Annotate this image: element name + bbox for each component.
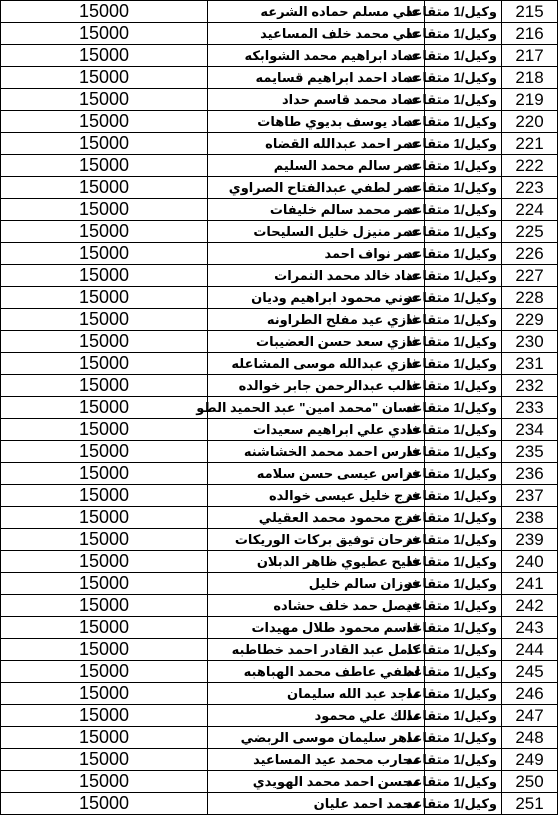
table-row (1, 507, 558, 529)
rank-cell: وكيل/1 متقاعد (425, 771, 502, 793)
rank-cell: وكيل/1 متقاعد (425, 353, 502, 375)
row-number-cell: 244 (502, 639, 558, 661)
table-row (1, 397, 558, 419)
row-number-cell: 237 (502, 485, 558, 507)
rank-cell: وكيل/1 متقاعد (425, 507, 502, 529)
amount-cell: 15000 (1, 639, 208, 661)
table-row (1, 353, 558, 375)
amount-cell: 15000 (1, 133, 208, 155)
name-cell: عمر محمد سالم خليفات (208, 199, 425, 221)
table-row (1, 331, 558, 353)
row-number-cell: 239 (502, 529, 558, 551)
table-row (1, 375, 558, 397)
table-row (1, 617, 558, 639)
row-number-cell: 218 (502, 67, 558, 89)
name-cell: فرج محمود محمد العقيلي (208, 507, 425, 529)
table-row (1, 441, 558, 463)
name-cell: فراس عيسى حسن سلامه (208, 463, 425, 485)
table-row (1, 595, 558, 617)
row-number-cell: 246 (502, 683, 558, 705)
table-row (1, 485, 558, 507)
amount-cell: 15000 (1, 507, 208, 529)
rank-cell: وكيل/1 متقاعد (425, 1, 502, 23)
table-row (1, 287, 558, 309)
amount-cell: 15000 (1, 749, 208, 771)
name-cell: غالب عبدالرحمن جابر خوالده (208, 375, 425, 397)
amount-cell: 15000 (1, 419, 208, 441)
amount-cell: 15000 (1, 265, 208, 287)
amount-cell: 15000 (1, 441, 208, 463)
table-row (1, 705, 558, 727)
row-number-cell: 222 (502, 155, 558, 177)
table-row (1, 419, 558, 441)
row-number-cell: 235 (502, 441, 558, 463)
row-number-cell: 247 (502, 705, 558, 727)
row-number-cell: 220 (502, 111, 558, 133)
name-cell: فرحان توفيق بركات الوريكات (208, 529, 425, 551)
table-row (1, 749, 558, 771)
row-number-cell: 224 (502, 199, 558, 221)
name-cell: عماد ابراهيم محمد الشوابكه (208, 45, 425, 67)
amount-cell: 15000 (1, 617, 208, 639)
name-cell: فرج خليل عيسى خوالده (208, 485, 425, 507)
amount-cell: 15000 (1, 551, 208, 573)
row-number-cell: 243 (502, 617, 558, 639)
name-cell: عناد خالد محمد النمرات (208, 265, 425, 287)
table-row (1, 155, 558, 177)
rank-cell: وكيل/1 متقاعد (425, 683, 502, 705)
row-number-cell: 221 (502, 133, 558, 155)
row-number-cell: 228 (502, 287, 558, 309)
name-cell: عمر نواف احمد (208, 243, 425, 265)
rank-cell: وكيل/1 متقاعد (425, 375, 502, 397)
table-row (1, 45, 558, 67)
row-number-cell: 242 (502, 595, 558, 617)
amount-cell: 15000 (1, 45, 208, 67)
row-number-cell: 231 (502, 353, 558, 375)
table-row (1, 463, 558, 485)
row-number-cell: 223 (502, 177, 558, 199)
amount-cell: 15000 (1, 221, 208, 243)
row-number-cell: 245 (502, 661, 558, 683)
rank-cell: وكيل/1 متقاعد (425, 441, 502, 463)
table-row (1, 727, 558, 749)
row-number-cell: 216 (502, 23, 558, 45)
table-row (1, 573, 558, 595)
name-cell: عمر احمد عبدالله القضاه (208, 133, 425, 155)
rank-cell: وكيل/1 متقاعد (425, 419, 502, 441)
row-number-cell: 233 (502, 397, 558, 419)
name-cell: عمر لطفي عبدالفتاح الصراوي (208, 177, 425, 199)
name-cell: فادي علي ابراهيم سعيدات (208, 419, 425, 441)
rank-cell: وكيل/1 متقاعد (425, 287, 502, 309)
rank-cell: وكيل/1 متقاعد (425, 749, 502, 771)
table-row (1, 639, 558, 661)
rank-cell: وكيل/1 متقاعد (425, 133, 502, 155)
row-number-cell: 227 (502, 265, 558, 287)
name-cell: غازي عبدالله موسى المشاعله (208, 353, 425, 375)
rank-cell: وكيل/1 متقاعد (425, 617, 502, 639)
name-cell: ماهر سليمان موسى الربضي (208, 727, 425, 749)
table-row (1, 177, 558, 199)
rank-cell: وكيل/1 متقاعد (425, 793, 502, 815)
name-cell: علي محمد خلف المساعيد (208, 23, 425, 45)
table-row (1, 133, 558, 155)
amount-cell: 15000 (1, 485, 208, 507)
table-row (1, 23, 558, 45)
table-row (1, 67, 558, 89)
rank-cell: وكيل/1 متقاعد (425, 573, 502, 595)
amount-cell: 15000 (1, 573, 208, 595)
amount-cell: 15000 (1, 463, 208, 485)
name-cell: فارس احمد محمد الخشاشنه (208, 441, 425, 463)
table-row (1, 771, 558, 793)
rank-cell: وكيل/1 متقاعد (425, 529, 502, 551)
table-row (1, 243, 558, 265)
row-number-cell: 236 (502, 463, 558, 485)
amount-cell: 15000 (1, 111, 208, 133)
name-cell: كامل عبد القادر احمد خطاطبه (208, 639, 425, 661)
table-row (1, 529, 558, 551)
amount-cell: 15000 (1, 727, 208, 749)
table-row (1, 199, 558, 221)
amount-cell: 15000 (1, 705, 208, 727)
rank-cell: وكيل/1 متقاعد (425, 595, 502, 617)
name-cell: علي مسلم حماده الشرعه (208, 1, 425, 23)
amount-cell: 15000 (1, 23, 208, 45)
table-row (1, 661, 558, 683)
amount-cell: 15000 (1, 683, 208, 705)
row-number-cell: 250 (502, 771, 558, 793)
row-number-cell: 248 (502, 727, 558, 749)
records-table-body (1, 1, 558, 815)
rank-cell: وكيل/1 متقاعد (425, 705, 502, 727)
name-cell: عوني محمود ابراهيم وديان (208, 287, 425, 309)
amount-cell: 15000 (1, 331, 208, 353)
amount-cell: 15000 (1, 353, 208, 375)
amount-cell: 15000 (1, 595, 208, 617)
name-cell: غازي سعد حسن العضيبات (208, 331, 425, 353)
rank-cell: وكيل/1 متقاعد (425, 265, 502, 287)
rank-cell: وكيل/1 متقاعد (425, 45, 502, 67)
amount-cell: 15000 (1, 1, 208, 23)
amount-cell: 15000 (1, 375, 208, 397)
name-cell: لطفي عاطف محمد الهباهبه (208, 661, 425, 683)
rank-cell: وكيل/1 متقاعد (425, 551, 502, 573)
row-number-cell: 241 (502, 573, 558, 595)
name-cell: مالك علي محمود (208, 705, 425, 727)
name-cell: ماجد عبد الله سليمان (208, 683, 425, 705)
name-cell: عمر سالم محمد السليم (208, 155, 425, 177)
rank-cell: وكيل/1 متقاعد (425, 309, 502, 331)
name-cell: عماد يوسف بديوي طاهات (208, 111, 425, 133)
amount-cell: 15000 (1, 287, 208, 309)
amount-cell: 15000 (1, 243, 208, 265)
amount-cell: 15000 (1, 771, 208, 793)
name-cell: عماد محمد قاسم حداد (208, 89, 425, 111)
row-number-cell: 234 (502, 419, 558, 441)
name-cell: محارب محمد عيد المساعيد (208, 749, 425, 771)
amount-cell: 15000 (1, 199, 208, 221)
row-number-cell: 230 (502, 331, 558, 353)
row-number-cell: 238 (502, 507, 558, 529)
rank-cell: وكيل/1 متقاعد (425, 67, 502, 89)
rank-cell: وكيل/1 متقاعد (425, 639, 502, 661)
rank-cell: وكيل/1 متقاعد (425, 221, 502, 243)
row-number-cell: 229 (502, 309, 558, 331)
amount-cell: 15000 (1, 177, 208, 199)
amount-cell: 15000 (1, 155, 208, 177)
table-row (1, 309, 558, 331)
amount-cell: 15000 (1, 309, 208, 331)
table-row (1, 111, 558, 133)
name-cell: فيصل حمد خلف حشاده (208, 595, 425, 617)
amount-cell: 15000 (1, 793, 208, 815)
rank-cell: وكيل/1 متقاعد (425, 111, 502, 133)
rank-cell: وكيل/1 متقاعد (425, 23, 502, 45)
table-row (1, 265, 558, 287)
table-row (1, 683, 558, 705)
rank-cell: وكيل/1 متقاعد (425, 331, 502, 353)
row-number-cell: 215 (502, 1, 558, 23)
row-number-cell: 249 (502, 749, 558, 771)
table-row (1, 551, 558, 573)
table-row (1, 1, 558, 23)
rank-cell: وكيل/1 متقاعد (425, 727, 502, 749)
name-cell: عماد احمد ابراهيم قسايمه (208, 67, 425, 89)
table-row (1, 221, 558, 243)
row-number-cell: 219 (502, 89, 558, 111)
amount-cell: 15000 (1, 661, 208, 683)
rank-cell: وكيل/1 متقاعد (425, 177, 502, 199)
rank-cell: وكيل/1 متقاعد (425, 397, 502, 419)
row-number-cell: 232 (502, 375, 558, 397)
name-cell: محمد احمد عليان (208, 793, 425, 815)
row-number-cell: 240 (502, 551, 558, 573)
row-number-cell: 225 (502, 221, 558, 243)
amount-cell: 15000 (1, 67, 208, 89)
rank-cell: وكيل/1 متقاعد (425, 199, 502, 221)
table-row (1, 793, 558, 815)
name-cell: فليح عطيوي ظاهر الدبلان (208, 551, 425, 573)
rank-cell: وكيل/1 متقاعد (425, 485, 502, 507)
amount-cell: 15000 (1, 529, 208, 551)
amount-cell: 15000 (1, 89, 208, 111)
name-cell: محسن احمد محمد الهويدي (208, 771, 425, 793)
rank-cell: وكيل/1 متقاعد (425, 155, 502, 177)
name-cell: غازي عيد مفلح الطراونه (208, 309, 425, 331)
row-number-cell: 217 (502, 45, 558, 67)
rank-cell: وكيل/1 متقاعد (425, 463, 502, 485)
name-cell: غسان "محمد امين" عبد الحميد الطو (208, 397, 425, 419)
table-row (1, 89, 558, 111)
rank-cell: وكيل/1 متقاعد (425, 89, 502, 111)
row-number-cell: 251 (502, 793, 558, 815)
name-cell: قاسم محمود طلال مهيدات (208, 617, 425, 639)
name-cell: فوزان سالم خليل (208, 573, 425, 595)
name-cell: عمر منيزل خليل السليحات (208, 221, 425, 243)
row-number-cell: 226 (502, 243, 558, 265)
rank-cell: وكيل/1 متقاعد (425, 661, 502, 683)
amount-cell: 15000 (1, 397, 208, 419)
rank-cell: وكيل/1 متقاعد (425, 243, 502, 265)
